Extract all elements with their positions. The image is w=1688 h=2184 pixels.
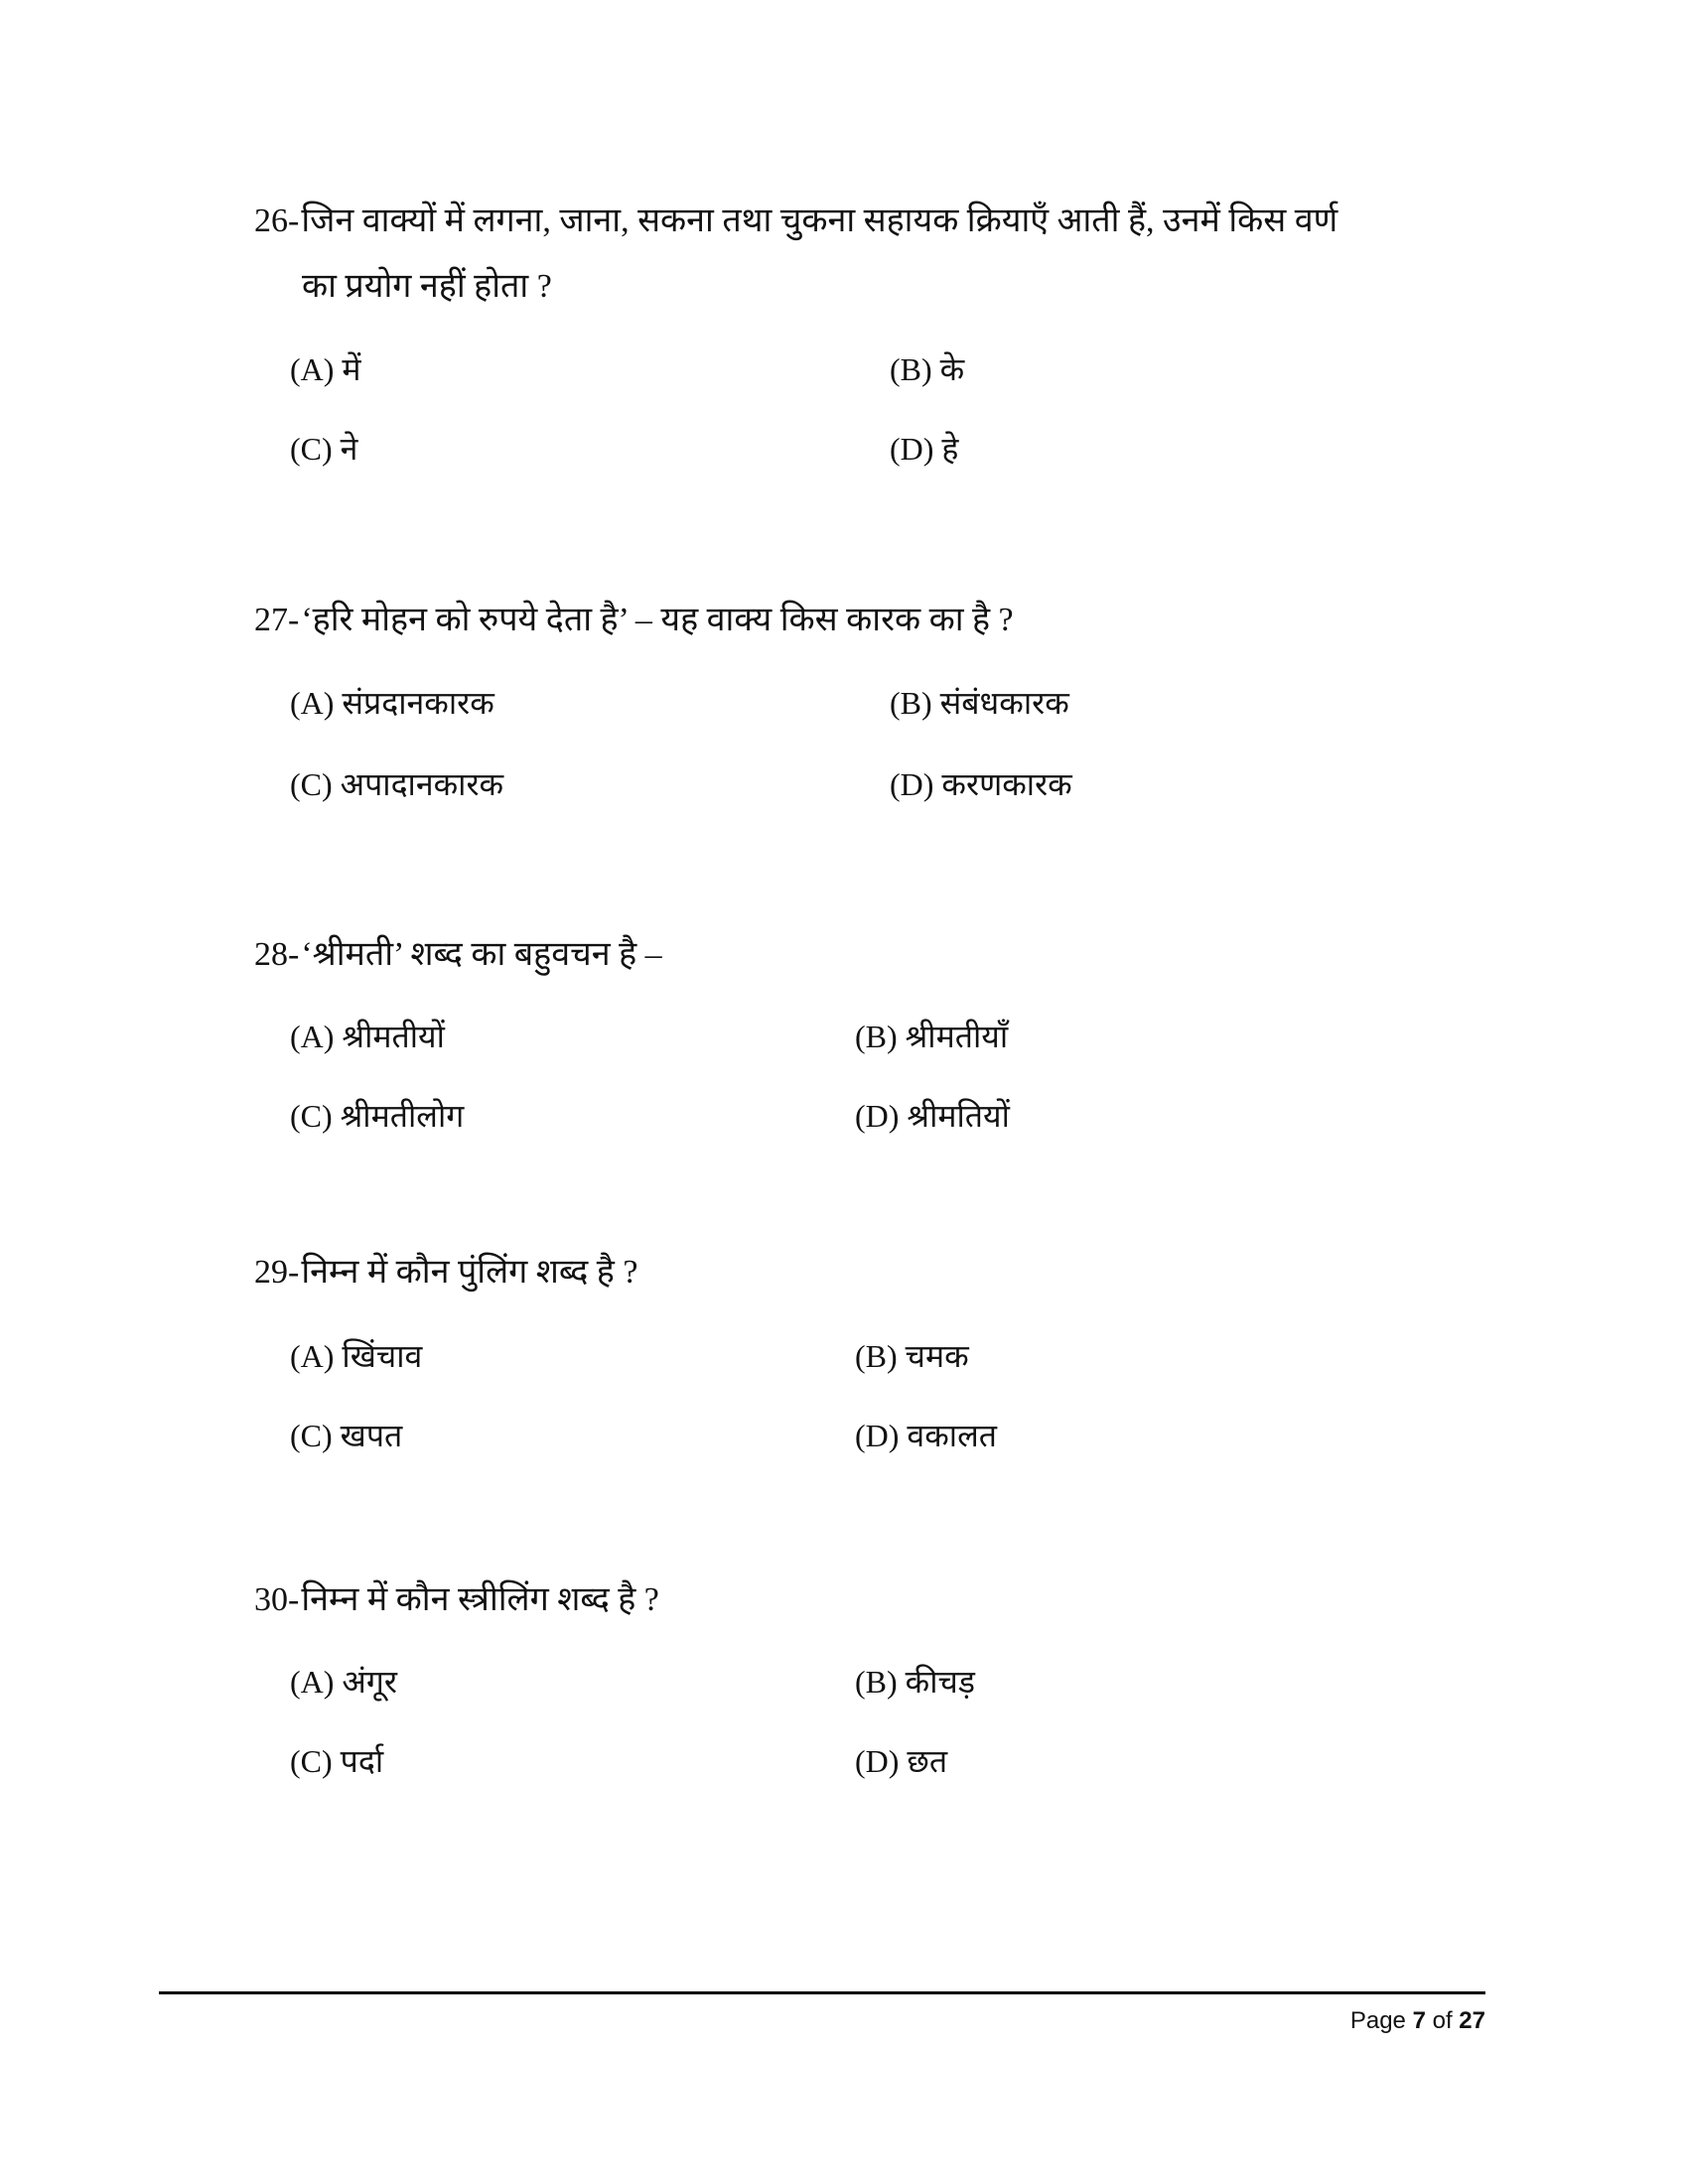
option-label: (B) — [855, 1019, 898, 1054]
option-label: (B) — [855, 1338, 898, 1374]
question-30 — [254, 1568, 1485, 1633]
question-27 — [254, 588, 1485, 653]
option-text: के — [939, 351, 965, 387]
option-c — [290, 1414, 402, 1456]
option-d — [890, 762, 1072, 805]
option-text: श्रीमतीलोग — [340, 1098, 465, 1134]
option-text: छत — [907, 1743, 948, 1779]
option-text: श्रीमतियों — [907, 1098, 1010, 1134]
option-label: (C) — [290, 766, 333, 802]
option-label: (D) — [890, 766, 934, 802]
question-28 — [254, 922, 1485, 988]
option-text: ने — [340, 431, 358, 467]
question-text: निम्न में कौन स्त्रीलिंग शब्द है ? — [301, 1581, 659, 1618]
option-text: खिंचाव — [342, 1338, 423, 1374]
option-text: श्रीमतीयों — [342, 1019, 445, 1054]
page-number — [1350, 2007, 1485, 2035]
option-text: वकालत — [907, 1418, 998, 1453]
option-text: अपादानकारक — [340, 766, 504, 802]
footer-divider — [159, 1991, 1485, 1994]
option-a — [290, 681, 494, 724]
question-number: 26- — [254, 203, 300, 239]
option-text: करणकारक — [941, 766, 1072, 802]
option-d — [855, 1739, 947, 1782]
question-number: 30- — [254, 1581, 300, 1618]
option-a — [290, 347, 361, 390]
option-c — [290, 1094, 464, 1137]
question-text: ‘श्रीमती’ शब्द का बहुवचन है – — [301, 936, 662, 973]
option-label: (A) — [290, 1338, 335, 1374]
question-29 — [254, 1240, 1485, 1305]
option-label: (B) — [890, 351, 932, 387]
option-label: (B) — [890, 685, 932, 721]
option-text: पर्दा — [340, 1743, 384, 1779]
option-label: (C) — [290, 431, 333, 467]
question-number: 28- — [254, 936, 300, 973]
option-text: चमक — [905, 1338, 969, 1374]
option-a — [290, 1334, 422, 1377]
question-number: 27- — [254, 602, 300, 638]
option-c — [290, 1739, 383, 1782]
option-label: (B) — [855, 1664, 898, 1700]
option-text: संबंधकारक — [939, 685, 1069, 721]
current-page: 7 — [1412, 2007, 1426, 2034]
option-label: (D) — [855, 1418, 900, 1453]
option-text: संप्रदानकारक — [342, 685, 494, 721]
option-c — [290, 762, 503, 805]
option-label: (D) — [855, 1743, 900, 1779]
question-text: निम्न में कौन पुंलिंग शब्द है ? — [301, 1254, 638, 1291]
of-word: of — [1432, 2007, 1453, 2034]
question-text: ‘हरि मोहन को रुपये देता है’ – यह वाक्य किस कारक का है ? — [301, 602, 1014, 638]
option-text: श्रीमतीयाँ — [905, 1019, 1009, 1054]
option-a — [290, 1015, 445, 1057]
question-26 — [254, 189, 1485, 320]
option-a — [290, 1660, 397, 1703]
option-b — [855, 1660, 975, 1703]
option-text: हे — [941, 431, 959, 467]
question-number: 29- — [254, 1254, 300, 1291]
option-text: खपत — [340, 1418, 403, 1453]
option-label: (C) — [290, 1098, 333, 1134]
option-b — [855, 1015, 1008, 1057]
option-b — [890, 681, 1069, 724]
option-label: (A) — [290, 1664, 335, 1700]
option-label: (A) — [290, 685, 335, 721]
question-text-continued: का प्रयोग नहीं होता ? — [302, 268, 552, 305]
option-label: (D) — [855, 1098, 900, 1134]
option-label: (D) — [890, 431, 934, 467]
option-d — [890, 427, 958, 470]
option-label: (A) — [290, 351, 335, 387]
option-d — [855, 1414, 997, 1456]
option-d — [855, 1094, 1010, 1137]
option-text: कीचड़ — [905, 1664, 975, 1700]
option-text: अंगूर — [342, 1664, 397, 1700]
option-b — [890, 347, 964, 390]
option-label: (C) — [290, 1418, 333, 1453]
option-label: (A) — [290, 1019, 335, 1054]
total-pages: 27 — [1459, 2007, 1485, 2034]
option-text: में — [342, 351, 361, 387]
option-c — [290, 427, 357, 470]
option-b — [855, 1334, 969, 1377]
option-label: (C) — [290, 1743, 333, 1779]
page-word: Page — [1349, 2007, 1406, 2034]
question-text: जिन वाक्यों में लगना, जाना, सकना तथा चुकना सहायक क्रियाएँ आती हैं, उनमें किस वर्ण — [301, 203, 1338, 239]
